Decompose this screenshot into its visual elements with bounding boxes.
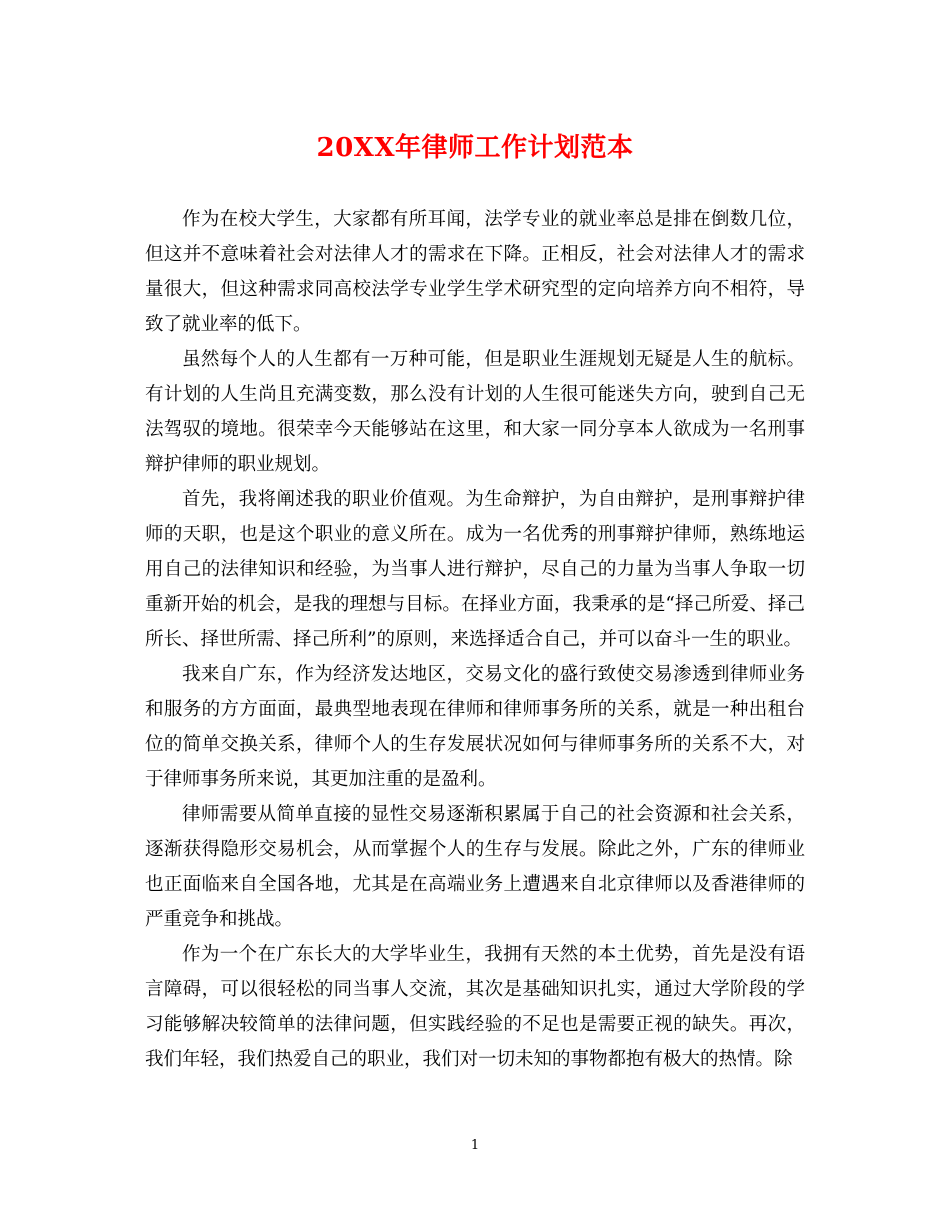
paragraph: 虽然每个人的人生都有一万种可能，但是职业生涯规划无疑是人生的航标。有计划的人生尚且充满变数，那么没有计划的人生很可能迷失方向，驶到自己无法驾驭的境地。很荣幸今天能够站在这里，和大家一同分享本人欲成为一名刑事辩护律师的职业规划。 [145, 349, 805, 475]
paragraph: 作为一个在广东长大的大学毕业生，我拥有天然的本土优势，首先是没有语言障碍，可以很轻松的同当事人交流，其次是基础知识扎实，通过大学阶段的学习能够解决较简单的法律问题，但实践经验的不足也是需要正视的缺失。再次，我们年轻，我们热爱自己的职业，我们对一切未知的事物都抱有极大的热情。除 [145, 944, 805, 1070]
document-body [145, 202, 805, 1077]
document-title: 20XX年律师工作计划范本 [316, 133, 634, 163]
paragraph: 首先，我将阐述我的职业价值观。为生命辩护，为自由辩护，是刑事辩护律师的天职，也是这个职业的意义所在。成为一名优秀的刑事辩护律师，熟练地运用自己的法律知识和经验，为当事人进行辩护，尽自己的力量为当事人争取一切重新开始的机会，是我的理想与目标。在择业方面，我秉承的是“择己所爱、择己所长、择世所需、择己所利”的原则，来选择适合自己，并可以奋斗一生的职业。 [145, 489, 805, 650]
paragraph: 律师需要从简单直接的显性交易逐渐积累属于自己的社会资源和社会关系，逐渐获得隐形交易机会，从而掌握个人的生存与发展。除此之外，广东的律师业也正面临来自全国各地，尤其是在高端业务上遭遇来自北京律师以及香港律师的严重竞争和挑战。 [145, 804, 805, 930]
paragraph: 作为在校大学生，大家都有所耳闻，法学专业的就业率总是排在倒数几位，但这并不意味着社会对法律人才的需求在下降。正相反，社会对法律人才的需求量很大，但这种需求同高校法学专业学生学术研究型的定向培养方向不相符，导致了就业率的低下。 [145, 209, 805, 335]
page-number: 1 [470, 1138, 480, 1153]
paragraph: 我来自广东，作为经济发达地区，交易文化的盛行致使交易渗透到律师业务和服务的方方面面，最典型地表现在律师和律师事务所的关系，就是一种出租台位的简单交换关系，律师个人的生存发展状况如何与律师事务所的关系不大，对于律师事务所来说，其更加注重的是盈利。 [145, 664, 805, 790]
